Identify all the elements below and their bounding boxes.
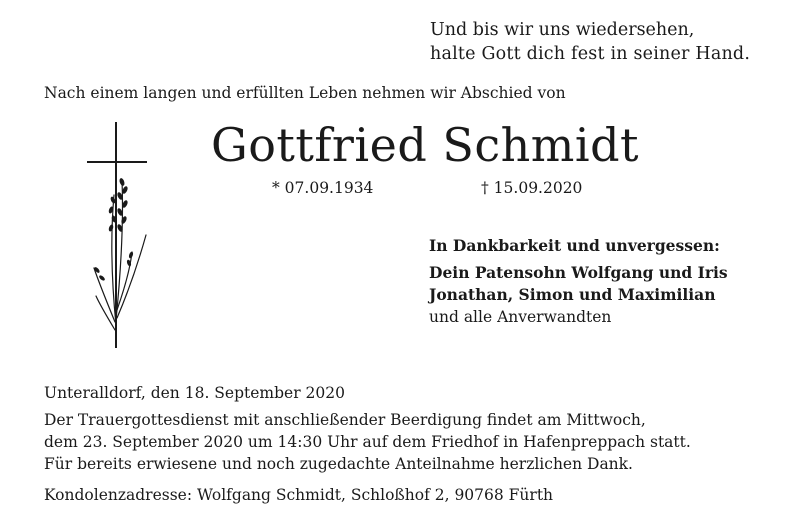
deceased-name: Gottfried Schmidt [210,118,640,172]
mourners-heading: In Dankbarkeit und unvergessen: [429,236,720,255]
birth-date: * 07.09.1934 [272,179,374,197]
motto [430,18,750,66]
death-date: † 15.09.2020 [481,179,583,197]
cross-with-wheat-icon [84,120,154,350]
service-line-1: Der Trauergottesdienst mit anschließender Beerdigung findet am Mittwoch, [44,411,646,429]
mourners-line-3: und alle Anverwandten [429,308,612,326]
mourners-line-2: Jonathan, Simon und Maximilian [429,285,716,304]
condolence-address: Kondolenzadresse: Wolfgang Schmidt, Schloßhof 2, 90768 Fürth [44,486,554,504]
intro-text: Nach einem langen und erfüllten Leben nehmen wir Abschied von [44,84,566,102]
motto-line-2: halte Gott dich fest in seiner Hand. [430,44,751,64]
mourners-block [429,235,728,328]
motto-line-1: Und bis wir uns wiedersehen, [430,20,695,40]
service-info [44,409,691,475]
place-date: Unteralldorf, den 18. September 2020 [44,384,345,402]
service-line-3: Für bereits erwiesene und noch zugedachte Anteilnahme herzlichen Dank. [44,455,633,473]
mourners-line-1: Dein Patensohn Wolfgang und Iris [429,263,728,282]
service-line-2: dem 23. September 2020 um 14:30 Uhr auf dem Friedhof in Hafenpreppach statt. [44,433,691,451]
